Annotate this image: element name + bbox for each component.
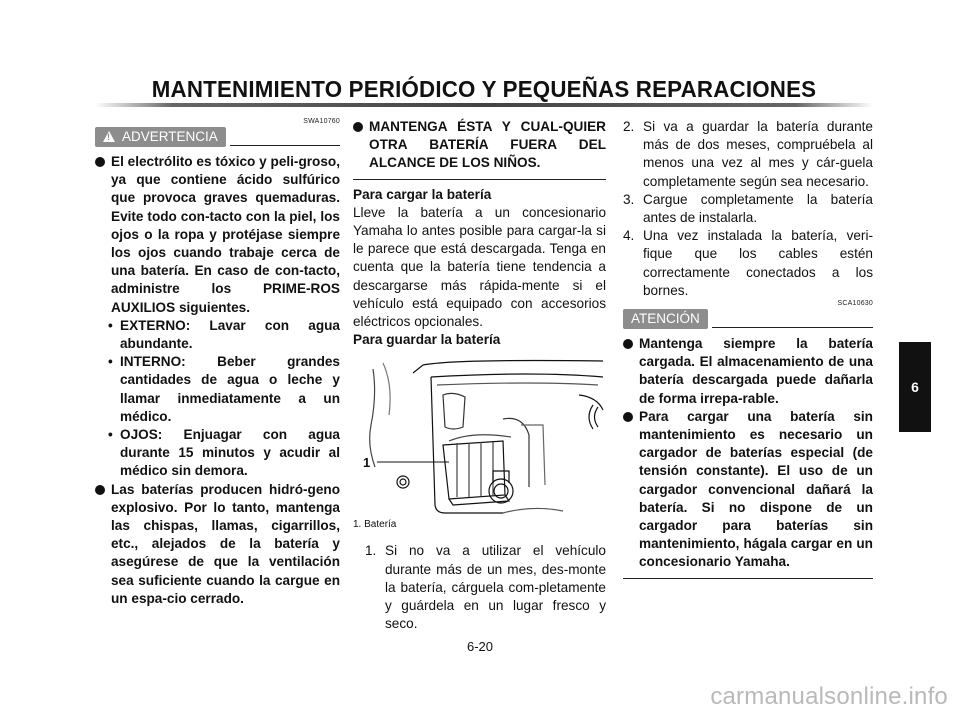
page-number: 6-20 [466,639,494,654]
warning-label [95,127,226,147]
warning-bullet-hydrogen: Las baterías producen hidró-geno explosivo. Por lo tanto, mantenga las chispas, llamas, cigarrillos, etc., alejados de la batería y asegúrese de que la ventilación sea suficiente cuando la cargue en un espa-cio cerrado. [95,481,340,608]
notice-label-row [623,309,873,329]
notice-bullet-keep-charged: Mantenga siempre la batería cargada. El almacenamiento de una batería descargada puede dañarla de forma irrepa-rable. [623,335,873,408]
figure-caption: 1. Batería [353,519,397,531]
heading-store-battery: Para guardar la batería [353,332,501,348]
column-2 [353,118,606,633]
sub-bullet-icon: • [108,317,113,333]
warning-code: SWA10760 [303,118,340,125]
bullet-dot-icon [623,339,633,349]
bullet-dot-icon [95,485,105,495]
notice-bullet-special-charger: Para cargar una batería sin mantenimiento es necesario un cargador de baterías especial (de tensión constante). El uso de un cargador convencional dañará la batería. Si no dispone de un cargador para baterías sin mantenimiento, hágala cargar en un concesionario Yamaha. [623,408,873,572]
heading-charge-battery: Para cargar la batería [353,186,492,202]
bullet-dot-icon [623,412,633,422]
watermark: carmanualsonline.info [710,683,948,710]
notice-end-rule [623,578,873,579]
warning-label-text: ADVERTENCIA [122,129,218,144]
figure-callout-1: 1 [363,455,371,471]
step-3-text: Cargue completamente la batería antes de instalarla. [643,191,873,226]
warning-triangle-icon [103,131,115,142]
first-aid-internal: • INTERNO: Beber grandes cantidades de agua o leche y llamar inmediatamente a un médico. [108,354,340,424]
step-4-number: 4. [623,228,635,244]
para-charge-battery: Lleve la batería a un concesionario Yamaha lo antes posible para cargar-la si le parece que está descargada. Tenga en cuenta que la batería tiene tendencia a descargarse más rápida-mente si el vehículo está equipado con accesorios eléctricos opcionales. [353,204,606,330]
step-2 [623,118,873,191]
step-1 [353,542,606,633]
column-1 [95,118,340,608]
sub-bullet-icon: • [108,427,113,443]
warning-label-line [230,145,340,146]
warning-end-rule [353,179,606,180]
sub-bullet-icon: • [108,354,113,370]
page-header-title: MANTENIMIENTO PERIÓDICO Y PEQUEÑAS REPARACIONES [151,76,817,102]
notice-code: SCA10630 [837,300,873,308]
step-2-text: Si va a guardar la batería durante más de dos meses, compruébela al menos una vez al mes y cár-guela completamente según sea necesario. [643,119,873,189]
column-3 [623,118,873,579]
notice-label-line [712,327,873,328]
chapter-tab: 6 [899,342,931,432]
step-1-text: Si no va a utilizar el vehículo durante más de un mes, des-monte la batería, cárguela com-pletamente y guárdela en un lugar fresco y seco. [385,543,606,632]
first-aid-external: • EXTERNO: Lavar con agua abundante. [108,317,340,352]
step-2-number: 2. [623,119,635,134]
step-3 [623,191,873,227]
bullet-dot-icon [95,157,105,167]
battery-illustration [353,355,606,515]
warning-label-row [95,127,340,147]
battery-figure [353,355,606,515]
step-4 [623,227,873,300]
bullet-dot-icon [353,122,363,132]
header-rule [95,103,873,107]
step-1-number: 1. [365,543,377,559]
first-aid-eyes: • OJOS: Enjuagar con agua durante 15 minutos y acudir al médico sin demora. [108,427,340,479]
warning-bullet-children: MANTENGA ÉSTA Y CUAL-QUIER OTRA BATERÍA FUERA DEL ALCANCE DE LOS NIÑOS. [353,118,606,173]
notice-label: ATENCIÓN [623,309,708,329]
warning-bullet-electrolyte: El electrólito es tóxico y peli-groso, ya que contiene ácido sulfúrico que provoca graves quemaduras. Evite todo con-tacto con la piel, los ojos o la ropa y protéjase siempre los ojos cuando trabaje cerca de una batería. En caso de con-tacto, administre los PRIME-ROS AUXILIOS siguientes. [95,153,340,317]
step-3-number: 3. [623,191,635,207]
page-header [95,76,873,103]
step-4-text: Una vez instalada la batería, veri-fique que los cables estén correctamente conectados a los bornes. [643,228,873,298]
